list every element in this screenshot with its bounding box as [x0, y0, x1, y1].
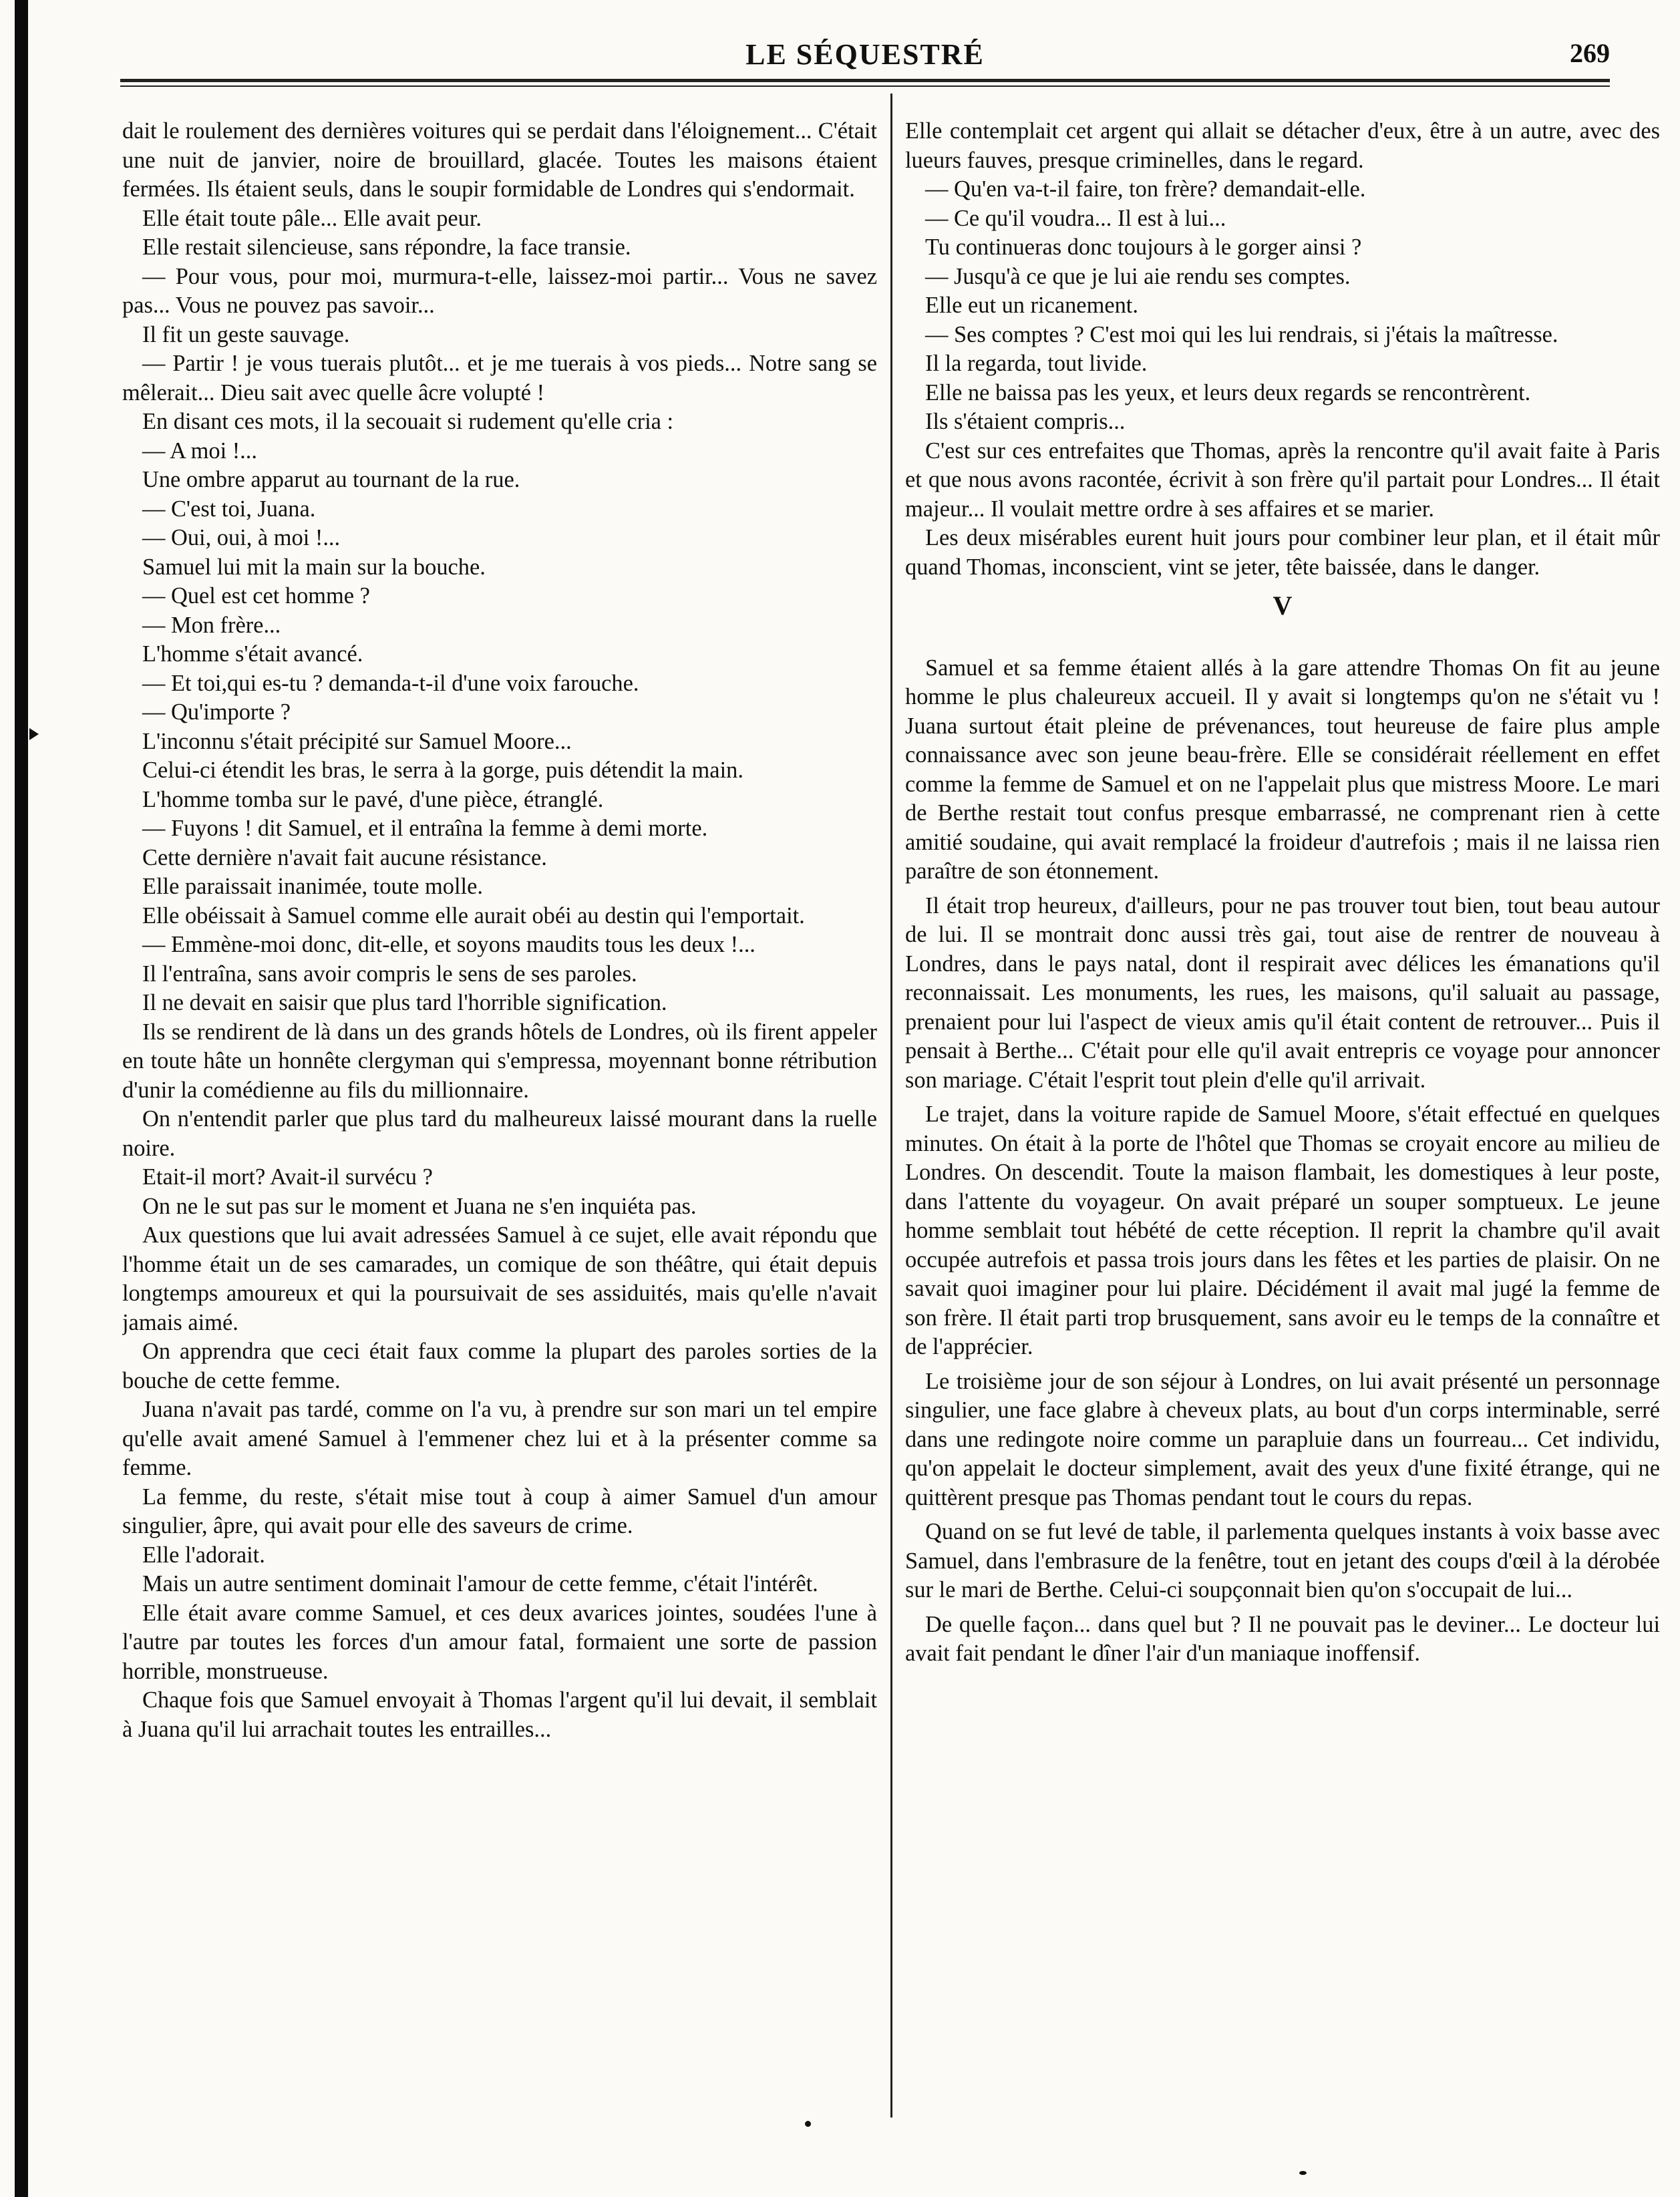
paragraph: — Mon frère...	[142, 612, 281, 638]
margin-mark-icon	[29, 728, 39, 740]
paragraph: Samuel lui mit la main sur la bouche.	[142, 554, 486, 580]
paragraph: Quand on se fut levé de table, il parlementa quelques instants à voix basse avec Samuel, dans l'embrasure de la fenêtre, tout en jetant des coups d'œil à la dérobée sur le mari de Berthe. Celui-ci soupçonnait bien qu'on s'occupait de lui...	[905, 1519, 1660, 1602]
paragraph: Elle eut un ricanement.	[925, 293, 1138, 318]
header-rule	[120, 79, 1610, 82]
paragraph: Le trajet, dans la voiture rapide de Samuel Moore, s'était effectué en quelques minutes. On était à la porte de l'hôtel que Thomas se croyait encore au milieu de Londres. On descendit. Toute la maison flambait, les domestiques à leur poste, dans l'attente du voyageur. On avait préparé un souper somptueux. Le jeune homme semblait tout hébété de cette réception. Il reprit la chambre qu'il avait occupée autrefois et passa trois jours dans les fêtes et les parties de plaisir. On ne savait quoi imaginer pour lui plaire. Décidément il avait mal jugé la femme de son frère. Il était parti trop brusquement, sans avoir eu le temps de la connaître et de l'apprécier.	[905, 1102, 1660, 1359]
paragraph: L'homme tomba sur le pavé, d'une pièce, étranglé.	[142, 786, 604, 812]
paragraph: Celui-ci étendit les bras, le serra à la gorge, puis détendit la main.	[142, 757, 743, 783]
paragraph: Elle était avare comme Samuel, et ces deux avarices jointes, soudées l'une à l'autre par toutes les forces d'un amour fatal, formaient une sorte de passion horrible, monstrueuse.	[122, 1600, 877, 1684]
paragraph: Elle l'adorait.	[142, 1542, 265, 1568]
paragraph: — Pour vous, pour moi, murmura-t-elle, laissez-moi partir... Vous ne savez pas... Vous ne pouvez pas savoir...	[122, 263, 877, 318]
paragraph: dait le roulement des dernières voitures qui se perdait dans l'éloignement... C'était une nuit de janvier, noire de brouillard, glacée. Toutes les maisons étaient fermées. Ils étaient seuls, dans le soupir formidable de Londres qui s'endormait.	[122, 118, 877, 202]
paragraph: On apprendra que ceci était faux comme la plupart des paroles sorties de la bouche de cette femme.	[122, 1339, 877, 1393]
paragraph: — Oui, oui, à moi !...	[142, 525, 341, 550]
paragraph: Tu continueras donc toujours à le gorger ainsi ?	[925, 234, 1362, 260]
right-column-part-1	[905, 117, 1660, 582]
column-divider	[890, 94, 892, 2118]
paragraph: C'est sur ces entrefaites que Thomas, après la rencontre qu'il avait faite à Paris et que nous avons racontée, écrivit à son frère qu'il partait pour Londres... Il était majeur... Il voulait mettre ordre à ses affaires et se marier.	[905, 438, 1660, 522]
paragraph: Mais un autre sentiment dominait l'amour de cette femme, c'était l'intérêt.	[142, 1571, 818, 1596]
page-number: 269	[1570, 38, 1610, 68]
paragraph: Chaque fois que Samuel envoyait à Thomas l'argent qu'il lui devait, il semblait à Juana qu'il lui arrachait toutes les entrailles...	[122, 1687, 877, 1742]
paragraph: Juana n'avait pas tardé, comme on l'a vu, à prendre sur son mari un tel empire qu'elle avait amené Samuel à l'emmener chez lui et à la présenter comme sa femme.	[122, 1397, 877, 1480]
paragraph: — C'est toi, Juana.	[142, 496, 316, 522]
paragraph: — Quel est cet homme ?	[142, 583, 370, 609]
paragraph: On ne le sut pas sur le moment et Juana ne s'en inquiéta pas.	[142, 1193, 697, 1219]
paragraph: La femme, du reste, s'était mise tout à coup à aimer Samuel d'un amour singulier, âpre, qui avait pour elle des saveurs de crime.	[122, 1484, 877, 1538]
paragraph: — Ce qu'il voudra... Il est à lui...	[925, 205, 1226, 231]
section-heading: V	[1273, 590, 1293, 621]
paragraph: Il ne devait en saisir que plus tard l'horrible signification.	[142, 990, 667, 1015]
right-column	[905, 117, 1660, 2121]
paragraph: Une ombre apparut au tournant de la rue.	[142, 467, 520, 492]
scan-border	[15, 0, 28, 2197]
paragraph: — Partir ! je vous tuerais plutôt... et je me tuerais à vos pieds... Notre sang se mêlerait... Dieu sait avec quelle âcre volupté !	[122, 351, 877, 405]
paragraph: On n'entendit parler que plus tard du malheureux laissé mourant dans la ruelle noire.	[122, 1106, 877, 1161]
paragraph: Le troisième jour de son séjour à Londres, on lui avait présenté un personnage singulier, une face glabre à cheveux plats, au bout d'un corps interminable, serré dans une redingote noire comme un parapluie dans un fourreau... Cet individu, qu'on appelait le docteur simplement, avait des yeux d'une fixité étrange, qui ne quittèrent presque pas Thomas pendant tout le cours du repas.	[905, 1368, 1660, 1510]
paragraph: — Ses comptes ? C'est moi qui les lui rendrais, si j'étais la maîtresse.	[925, 321, 1558, 347]
right-column-part-2	[905, 654, 1660, 1669]
paragraph: Elle ne baissa pas les yeux, et leurs deux regards se rencontrèrent.	[925, 379, 1531, 405]
paragraph: — Emmène-moi donc, dit-elle, et soyons maudits tous les deux !...	[142, 932, 755, 957]
header-rule-thin	[120, 86, 1610, 87]
page-header	[120, 32, 1610, 72]
paragraph: Il fit un geste sauvage.	[142, 321, 350, 347]
paragraph: Ils se rendirent de là dans un des grands hôtels de Londres, où ils firent appeler en toute hâte un honnête clergyman qui s'empressa, moyennant bonne rétribution d'unir la comédienne au fils du millionnaire.	[122, 1019, 877, 1103]
paragraph: Les deux misérables eurent huit jours pour combiner leur plan, et il était mûr quand Thomas, inconscient, vint se jeter, tête baissée, dans le danger.	[905, 525, 1660, 580]
paragraph: Elle paraissait inanimée, toute molle.	[142, 874, 483, 899]
paragraph: Il l'entraîna, sans avoir compris le sens de ses paroles.	[142, 961, 637, 987]
paragraph: — Qu'importe ?	[142, 699, 291, 725]
paragraph: De quelle façon... dans quel but ? Il ne pouvait pas le deviner... Le docteur lui avait fait pendant le dîner l'air d'un maniaque inoffensif.	[905, 1611, 1660, 1666]
paragraph: Elle restait silencieuse, sans répondre, la face transie.	[142, 234, 631, 260]
paragraph: En disant ces mots, il la secouait si rudement qu'elle cria :	[142, 409, 674, 434]
paragraph: L'homme s'était avancé.	[142, 641, 363, 667]
ink-speck	[1299, 2171, 1307, 2175]
running-title: LE SÉQUESTRÉ	[745, 38, 985, 71]
ink-speck	[805, 2121, 811, 2127]
paragraph: Cette dernière n'avait fait aucune résistance.	[142, 844, 547, 870]
paragraph: — A moi !...	[142, 438, 257, 464]
paragraph: Il la regarda, tout livide.	[925, 351, 1148, 376]
paragraph: Elle contemplait cet argent qui allait se détacher d'eux, être à un autre, avec des lueurs fauves, presque criminelles, dans le regard.	[905, 118, 1660, 173]
paragraph: Elle était toute pâle... Elle avait peur.	[142, 205, 482, 231]
paragraph: — Qu'en va-t-il faire, ton frère? demandait-elle.	[925, 176, 1366, 202]
paragraph: Elle obéissait à Samuel comme elle aurait obéi au destin qui l'emportait.	[142, 902, 805, 928]
paragraph: Etait-il mort? Avait-il survécu ?	[142, 1164, 433, 1190]
paragraph: Ils s'étaient compris...	[925, 409, 1126, 434]
left-column	[122, 117, 877, 2121]
paragraph: Samuel et sa femme étaient allés à la gare attendre Thomas On fit au jeune homme le plus chaleureux accueil. Il y avait si longtemps qu'on ne s'était vu ! Juana surtout était pleine de prévenances, tout heureuse de faire plus ample connaissance avec son jeune beau-frère. Elle se considérait réellement en effet comme la femme de Samuel et on ne l'appelait plus que mistress Moore. Le mari de Berthe restait tout confus presque embarrassé, ne comprenant rien à cette amitié soudaine, qui avait remplacé la froideur d'autrefois ; mais il ne laissa rien paraître de son étonnement.	[905, 655, 1660, 884]
paragraph: — Et toi,qui es-tu ? demanda-t-il d'une voix farouche.	[142, 670, 639, 696]
paragraph: Aux questions que lui avait adressées Samuel à ce sujet, elle avait répondu que l'homme était un de ses camarades, un comique de son théâtre, qui était depuis longtemps amoureux et qui la poursuivait de ses assiduités, mais qu'elle n'avait jamais aimé.	[122, 1222, 877, 1335]
paragraph: L'inconnu s'était précipité sur Samuel Moore...	[142, 728, 572, 754]
paragraph: — Jusqu'à ce que je lui aie rendu ses comptes.	[925, 263, 1351, 289]
paragraph: — Fuyons ! dit Samuel, et il entraîna la femme à demi morte.	[142, 816, 708, 841]
paragraph: Il était trop heureux, d'ailleurs, pour ne pas trouver tout bien, tout beau autour de lui. Il se montrait donc aussi très gai, tout aise de rentrer de nouveau à Londres, dans le pays natal, dont il respirait avec délices les émanations qu'il reconnaissait. Les monuments, les rues, les maisons, qu'il saluait au passage, prenaient pour lui l'aspect de vieux amis qu'il était content de retrouver... Puis il pensait à Berthe... C'était pour elle qu'il avait entrepris ce voyage pour annoncer son mariage. C'était l'esprit tout plein d'elle qu'il arrivait.	[905, 892, 1660, 1093]
